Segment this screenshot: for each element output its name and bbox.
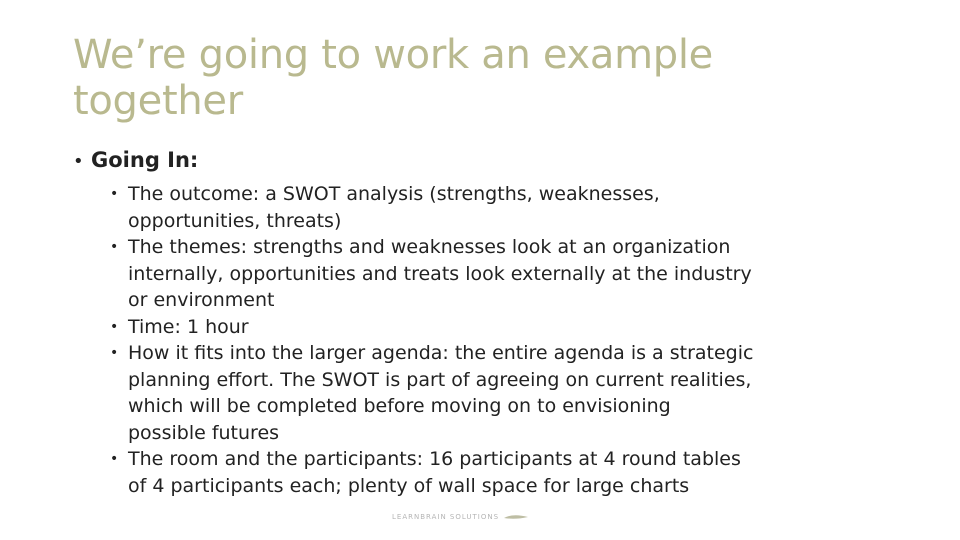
- section-label: Going In:: [91, 148, 199, 172]
- item-text-line: internally, opportunities and treats look externally at the industry: [128, 262, 752, 285]
- bullet-list: [110, 181, 900, 499]
- title-line: together: [73, 78, 243, 124]
- bullet-icon: •: [110, 239, 119, 255]
- list-item-agenda: [110, 340, 900, 446]
- item-text-line: The room and the participants: 16 participants at 4 round tables: [128, 448, 741, 470]
- item-text-line: The outcome: a SWOT analysis (strengths, weaknesses,: [128, 183, 660, 205]
- bullet-icon: •: [110, 186, 119, 202]
- list-item-themes: [110, 234, 900, 314]
- item-text-line: How it fits into the larger agenda: the entire agenda is a strategic: [128, 342, 754, 364]
- item-text-line: Time: 1 hour: [128, 315, 249, 338]
- footer-logo-text: LEARNBRAIN SOLUTIONS: [392, 513, 500, 521]
- slide-title: [73, 32, 873, 124]
- item-text-line: planning effort. The SWOT is part of agreeing on current realities,: [128, 368, 752, 391]
- item-text-line: of 4 participants each; plenty of wall space for large charts: [128, 474, 690, 497]
- item-text-line: which will be completed before moving on to envisioning: [128, 395, 671, 417]
- bullet-icon: •: [110, 451, 119, 467]
- item-text-line: or environment: [128, 289, 275, 311]
- list-item-time: [110, 314, 900, 341]
- bullet-icon: •: [110, 345, 119, 361]
- title-line: We’re going to work an example: [73, 32, 713, 78]
- list-item-room: [110, 446, 900, 499]
- bullet-icon: •: [73, 151, 84, 172]
- item-text-line: The themes: strengths and weaknesses look at an organization: [128, 236, 731, 258]
- bullet-icon: •: [110, 318, 119, 335]
- leaf-icon: [503, 512, 529, 522]
- footer-logo: [392, 510, 529, 524]
- section-heading: [73, 145, 198, 177]
- item-text-line: possible futures: [128, 421, 280, 444]
- list-item-outcome: [110, 181, 900, 234]
- item-text-line: opportunities, threats): [128, 209, 342, 232]
